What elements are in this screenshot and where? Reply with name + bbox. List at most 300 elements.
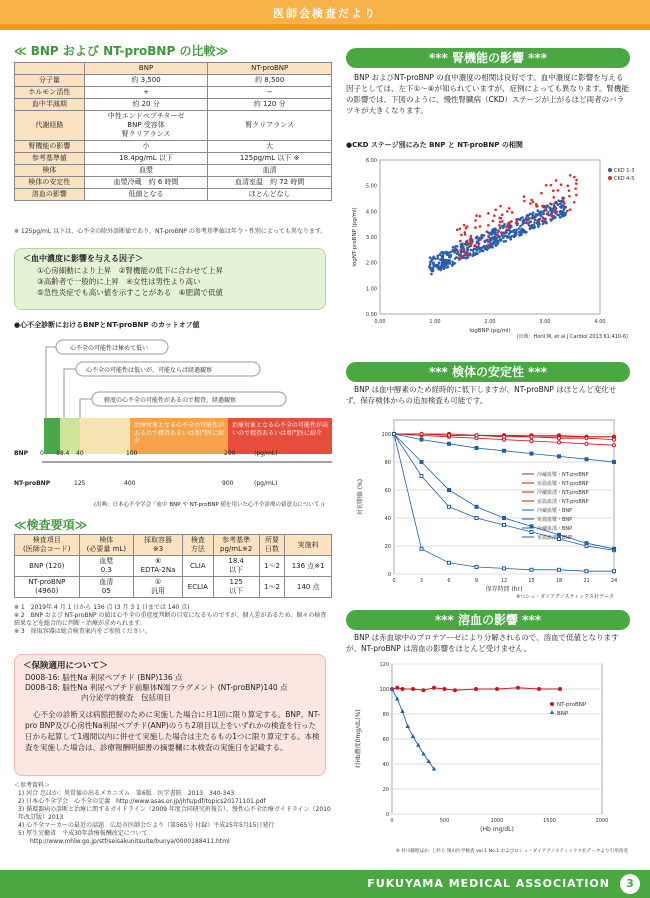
scatter-point [508, 235, 511, 238]
stab-legend: 室温血清・NT-proBNP [537, 499, 589, 505]
scatter-point [549, 218, 552, 221]
scatter-point [533, 221, 536, 224]
exam-header: 採取容器 ※3 [134, 535, 183, 556]
table-cell: 小 [84, 141, 208, 153]
scatter-point [561, 196, 564, 199]
table-cell: 18.4 以下 [213, 556, 259, 577]
scatter-point [529, 228, 532, 231]
scatter-point [526, 214, 529, 217]
stab-point [585, 542, 588, 545]
nt-tick: 900 [222, 480, 234, 487]
table-cell: 血清室温 約 72 時間 [208, 177, 332, 189]
stab-point [503, 517, 506, 520]
scatter-point [503, 223, 506, 226]
scatter-point [530, 217, 533, 220]
stab-point [420, 461, 423, 464]
scatter-point [460, 234, 463, 237]
scatter-point [502, 236, 505, 239]
hemo-source: ※ 村川範昭ほか. 上杉ら 岡山医学検査 vol.1 No.1 およびロシュ・ダイアグノスティックス社データより引用改変 [395, 849, 628, 854]
table-row [15, 87, 332, 99]
hemo-point [558, 687, 562, 691]
stab-x-tick: 24 [610, 578, 618, 584]
factors-box [14, 248, 326, 310]
scatter-point [429, 261, 432, 264]
cutoff-unit: (pg/mL) [254, 450, 278, 457]
scatter-point [441, 255, 444, 258]
table-cell: 代謝経路 [15, 111, 85, 141]
scatter-point [465, 227, 468, 230]
scatter-point [501, 220, 504, 223]
exam-header: 検査 方法 [182, 535, 213, 556]
stab-point [613, 570, 616, 573]
stab-y-tick: 80 [384, 460, 391, 466]
scatter-point [464, 253, 467, 256]
stab-x-tick: 6 [447, 578, 451, 584]
stab-point [558, 568, 561, 571]
exam-header: 検体 (必要量 mL) [79, 535, 134, 556]
scatter-point [437, 257, 440, 260]
hemo-y-tick: 60 [382, 737, 389, 743]
table-cell: + [84, 87, 208, 99]
stab-point [612, 444, 615, 447]
scatter-point [562, 200, 565, 203]
scatter-point [463, 248, 466, 251]
header-title: 医師会検査だより [273, 7, 377, 20]
bnp-tick: 18.4 [56, 450, 70, 457]
hemolysis-chart [346, 656, 630, 856]
insurance-paragraph: 心不全の診断又は病態把握のために実施した場合に月1回に限り算定する。BNP、NT-pro BNP及び心房性Na利尿ペプチド(ANP)のうち2項目以上をいずれかの検査を行った日から起算して1週間以内に併せて実施した場合は主たるもの1つに限り算定する。本検査を実施した場合は、診療報酬明細書の摘要欄に本検査の実施日を記載する。 [25, 710, 321, 752]
table-cell: 1～2 [259, 556, 285, 577]
scatter-point [467, 253, 470, 256]
table-cell: 136 点※1 [285, 556, 332, 577]
scatter-point [459, 240, 462, 243]
scatter-y-tick: 5.00 [365, 183, 377, 190]
scatter-point [561, 211, 564, 214]
scatter-point [553, 202, 556, 205]
scatter-point [542, 222, 545, 225]
hemo-y-label: 対Hb濃度0mg/dL(%) [355, 709, 362, 769]
cutoff-source: (出典：日本心不全学会「血中 BNP や NT-proBNP 値を用いた心不全診療の留意点について」) [94, 502, 325, 508]
table-cell: 血清 [208, 165, 332, 177]
scatter-point [453, 262, 456, 265]
scatter-x-label: logBNP (pg/ml) [469, 328, 511, 334]
scatter-point [451, 249, 454, 252]
stab-x-tick: 18 [555, 578, 563, 584]
table-cell: ① 汎用 [134, 577, 183, 598]
factors-title: ＜血中濃度に影響を与える因子＞ [23, 254, 143, 263]
scatter-point [496, 234, 499, 237]
scatter-point [474, 226, 477, 229]
scatter-point [560, 183, 563, 186]
table-cell: 検体の安定性 [15, 177, 85, 189]
scatter-point [555, 179, 558, 182]
scatter-point [513, 229, 516, 232]
scatter-point [456, 228, 459, 231]
scatter-y-tick: 4.00 [365, 209, 377, 216]
nt-axis-label: NT-proBNP [14, 480, 51, 487]
scatter-point [546, 212, 549, 215]
insurance-line-3: 内分泌学的検査 包括項目 [81, 693, 171, 702]
scatter-point [530, 225, 533, 228]
scatter-point [477, 245, 480, 248]
stab-point [558, 455, 561, 458]
scatter-point [559, 203, 562, 206]
scatter-point [559, 200, 562, 203]
kidney-text: BNP およびNT-proBNP の血中濃度の相関は良好です。血中濃度に影響を与える因子としては、左下①～⑥が知られていますが、症例によっても異なります。腎機能の影響では、下図のように、慢性腎臓病（CKD）ステージが上がるほど両者のバラツキが大きくなります。 [346, 73, 629, 115]
scatter-point [545, 184, 548, 187]
table-cell: ⑧ EDTA-2Na [134, 556, 183, 577]
scatter-point [522, 220, 525, 223]
table-cell: 分子量 [15, 75, 85, 87]
hemo-y-tick: 80 [382, 712, 389, 718]
scatter-x-tick: 3.00 [539, 319, 551, 325]
cutoff-label-4: 治療対象となる心不全の可能性があるので精査あるいは専門医に紹介 [134, 422, 225, 445]
stab-point [530, 452, 533, 455]
scatter-point [515, 222, 518, 225]
scatter-point [478, 215, 481, 218]
scatter-point [462, 245, 465, 248]
scatter-point [469, 252, 472, 255]
scatter-point [557, 189, 560, 192]
scatter-point [506, 210, 509, 213]
scatter-x-tick: 2.00 [484, 319, 496, 325]
scatter-point [479, 238, 482, 241]
stab-point [503, 449, 506, 452]
scatter-point [536, 219, 539, 222]
scatter-point [475, 214, 478, 217]
scatter-legend: CKD 1-3 [614, 168, 635, 174]
scatter-point [486, 248, 489, 251]
insurance-box [14, 654, 326, 776]
stab-x-tick: 21 [583, 578, 590, 584]
scatter-point [494, 208, 497, 211]
scatter-point [431, 258, 434, 261]
scatter-point [487, 241, 490, 244]
table-cell: NT-proBNP (4960) [15, 577, 80, 598]
table-cell: 血漿 [84, 165, 208, 177]
scatter-point [463, 224, 466, 227]
scatter-point [554, 208, 557, 211]
scatter-point [569, 174, 572, 177]
table-cell: 約 8,500 [208, 75, 332, 87]
scatter-point [474, 219, 477, 222]
scatter-point [521, 223, 524, 226]
scatter-point [495, 243, 498, 246]
scatter-point [520, 230, 523, 233]
scatter-point [521, 216, 524, 219]
exam-header: 参考基準 pg/mL※2 [213, 535, 259, 556]
nt-tick: 125 [74, 480, 86, 487]
table-row [15, 556, 332, 577]
scatter-point [502, 240, 505, 243]
bnp-tick: 40 [76, 450, 84, 457]
scatter-point [569, 208, 572, 211]
stab-point [503, 567, 506, 570]
scatter-point [461, 243, 464, 246]
scatter-point [526, 222, 529, 225]
stab-point [585, 570, 588, 573]
scatter-legend: CKD 4-5 [614, 176, 635, 182]
scatter-point [498, 224, 501, 227]
scatter-point [469, 240, 472, 243]
stab-point [503, 524, 506, 527]
ref-line: 5) 厚生労働省 平成30年診療報酬改定について [18, 830, 148, 837]
scatter-point [487, 235, 490, 238]
exam-header: 実施料 [285, 535, 332, 556]
table-cell: 140 点 [285, 577, 332, 598]
ref-line: 3) 循環器病の診断と治療に関するガイドライン（2009 年度合同研究班報告）、慢性心不全治療ガイドライン（2010 年改訂版）2013 [18, 806, 331, 821]
table-cell: 125pg/mL 以下 ※ [208, 153, 332, 165]
scatter-point [553, 211, 556, 214]
scatter-point [497, 241, 500, 244]
scatter-point [459, 227, 462, 230]
table-cell: 約 3,500 [84, 75, 208, 87]
scatter-point [442, 251, 445, 254]
scatter-point [559, 210, 562, 213]
scatter-point [528, 224, 531, 227]
stab-point [420, 547, 423, 550]
hemo-point [432, 686, 436, 690]
scatter-point [472, 252, 475, 255]
scatter-point [499, 221, 502, 224]
scatter-point [505, 228, 508, 231]
scatter-point [553, 205, 556, 208]
scatter-point [537, 209, 540, 212]
cmp-header [15, 63, 85, 75]
table-cell: 参考基準値 [15, 153, 85, 165]
stab-legend: 冷蔵血清・NT-proBNP [537, 490, 589, 496]
scatter-point [487, 244, 490, 247]
scatter-point [574, 187, 577, 190]
scatter-point [445, 266, 448, 269]
scatter-point [436, 255, 439, 258]
scatter-point [545, 222, 548, 225]
scatter-point [447, 252, 450, 255]
scatter-point [508, 207, 511, 210]
stab-legend: 室温血漿・BNP [537, 517, 573, 523]
scatter-point [491, 246, 494, 249]
stab-point [585, 437, 588, 440]
bnp-tick: 100 [126, 450, 138, 457]
hemo-point [411, 687, 415, 691]
scatter-point [494, 238, 497, 241]
kidney-title: *** 腎機能の影響 *** [346, 48, 630, 68]
scatter-point [471, 254, 474, 257]
stab-point [557, 441, 560, 444]
scatter-x-tick: 4.00 [594, 319, 606, 325]
scatter-point [540, 192, 543, 195]
table-row [15, 577, 332, 598]
stab-point [420, 438, 423, 441]
scatter-y-tick: 1.00 [365, 286, 377, 293]
table-cell: 中性エンドペプチターゼ BNP 受容体 腎クリアランス [84, 111, 208, 141]
hemo-point [537, 687, 541, 691]
scatter-point [483, 234, 486, 237]
scatter-source: (出典：Horii M, et al J Cardiol 2013 61:410-6) [516, 334, 628, 340]
stability-text: BNP は血中酵素のため経時的に低下しますが、NT-proBNP はほとんど変化せず、保存検体からの追加検査も可能です。 [346, 385, 617, 405]
scatter-point [552, 189, 555, 192]
table-row [15, 153, 332, 165]
scatter-point [550, 184, 553, 187]
stab-y-tick: 60 [384, 488, 391, 494]
scatter-point [430, 273, 433, 276]
scatter-point [509, 224, 512, 227]
scatter-point [542, 205, 545, 208]
scatter-point [491, 242, 494, 245]
scatter-x-tick: 0.00 [374, 319, 386, 325]
scatter-point [510, 220, 513, 223]
kidney-chart-title: ●CKD ステージ別にみた BNP と NT-proBNP の相関 [346, 141, 523, 149]
scatter-point [536, 205, 539, 208]
scatter-point [573, 176, 576, 179]
scatter-point [457, 257, 460, 260]
scatter-point [558, 214, 561, 217]
scatter-point [542, 217, 545, 220]
hemo-x-tick: 0 [390, 818, 394, 824]
stab-point [530, 525, 533, 528]
scatter-point [476, 237, 479, 240]
scatter-point [540, 215, 543, 218]
scatter-point [491, 229, 494, 232]
scatter-point [499, 227, 502, 230]
scatter-point [575, 194, 578, 197]
stab-point [613, 547, 616, 550]
stab-point [448, 442, 451, 445]
scatter-chart [346, 152, 635, 342]
scatter-point [478, 250, 481, 253]
bnp-tick: 0 [40, 450, 44, 457]
scatter-point [470, 235, 473, 238]
hemo-y-tick: 120 [379, 662, 389, 668]
hemo-y-tick: 0 [385, 812, 389, 818]
table-cell: 血漿冷蔵 約 6 時間 [84, 177, 208, 189]
hemo-point [422, 688, 426, 692]
hemo-x-tick: 1500 [543, 818, 556, 824]
scatter-point [524, 231, 527, 234]
scatter-point [542, 213, 545, 216]
scatter-point [523, 195, 526, 198]
scatter-point [518, 230, 521, 233]
scatter-point [575, 179, 578, 182]
comparison-table [14, 62, 332, 201]
stab-y-tick: 40 [384, 516, 391, 522]
cutoff-label-2: 心不全の可能性は低いが、可能ならば経過観察 [86, 367, 213, 374]
stab-point [447, 434, 450, 437]
insurance-line-2: D008-18: 脳性Na 利尿ペプチド前駆体N端フラグメント (NT-proBNP)140 点 [25, 683, 288, 692]
scatter-point [532, 201, 535, 204]
cmp-header: BNP [84, 63, 208, 75]
table-cell: 血漿 0.3 [79, 556, 134, 577]
hemo-y-tick: 100 [379, 687, 389, 693]
scatter-point [519, 225, 522, 228]
scatter-point [429, 256, 432, 259]
cutoff-title: ●心不全診断におけるBNPとNT-proBNP のカットオフ値 [14, 321, 200, 329]
hemo-x-label: (Hb mg/dL) [480, 826, 514, 833]
hemolysis-text: BNP は赤血球中のプロテアーゼにより分解されるので、溶血で低値となりますが、NT-proBNP は溶血の影響をほとんど受けません。 [346, 633, 619, 653]
stab-point [530, 435, 533, 438]
scatter-point [463, 256, 466, 259]
hemo-x-tick: 1000 [490, 818, 504, 824]
hemo-x-tick: 2000 [595, 818, 609, 824]
scatter-y-tick: 3.00 [365, 235, 377, 241]
exam-title: ≪検査要項≫ [14, 518, 88, 532]
scatter-point [537, 225, 540, 228]
stab-point [475, 517, 478, 520]
table-cell: 検体 [15, 165, 85, 177]
scatter-point [443, 264, 446, 267]
hemolysis-title: *** 溶血の影響 *** [346, 610, 630, 630]
table-row [15, 165, 332, 177]
scatter-point [500, 217, 503, 220]
cutoff-label-3: 軽度の心不全の可能性があるので精査、経過観察 [104, 397, 237, 404]
scatter-point [431, 267, 434, 270]
hemo-point [495, 687, 499, 691]
scatter-point [529, 202, 532, 205]
scatter-point [466, 242, 469, 245]
scatter-point [566, 184, 569, 187]
scatter-point [544, 208, 547, 211]
table-cell: 血中半減期 [15, 99, 85, 111]
scatter-point [518, 227, 521, 230]
table-cell: 18.4pg/mL 以下 [84, 153, 208, 165]
stab-legend: 冷蔵血清・BNP [537, 526, 573, 532]
scatter-point [573, 201, 576, 204]
table-row [15, 141, 332, 153]
stab-x-tick: 3 [419, 578, 424, 584]
bnp-tick: 200 [224, 450, 236, 457]
stab-point [612, 438, 615, 441]
scatter-point [508, 227, 511, 230]
scatter-point [535, 213, 538, 216]
comparison-title: ≪ BNP および NT-proBNP の比較≫ [14, 44, 229, 58]
stab-x-tick: 15 [528, 578, 535, 584]
exam-table [14, 534, 332, 598]
scatter-point [483, 245, 486, 248]
hemo-point [401, 687, 405, 691]
table-cell: ECLIA [182, 577, 213, 598]
table-cell: ホルモン活性 [15, 87, 85, 99]
hemo-legend: NT-proBNP [557, 702, 587, 708]
scatter-point [534, 215, 537, 218]
stab-point [475, 447, 478, 450]
table-row [15, 189, 332, 201]
scatter-point [499, 238, 502, 241]
stab-y-tick: 20 [384, 544, 391, 550]
hemo-point [443, 687, 447, 691]
scatter-point [539, 211, 542, 214]
scatter-point [456, 245, 459, 248]
stab-x-tick: 9 [474, 578, 479, 584]
scatter-point [523, 200, 526, 203]
stability-title: *** 検体の安定性 *** [346, 362, 630, 382]
table-cell: CLIA [182, 556, 213, 577]
scatter-point [511, 211, 514, 214]
comparison-note: ※ 125pg/mL 以下は、心不全の除外診断値であり、NT-proBNP の参考基準値は年令・性別によっても異なります。 [14, 228, 327, 235]
table-cell: BNP (120) [15, 556, 80, 577]
scatter-x-tick: 1.00 [429, 319, 441, 325]
scatter-point [566, 210, 569, 213]
scatter-point [564, 206, 567, 209]
hemo-legend: BNP [557, 711, 569, 717]
nt-tick: 400 [124, 480, 136, 487]
table-cell: ほとんどなし [208, 189, 332, 201]
stab-point [420, 475, 423, 478]
hemo-x-tick: 500 [439, 818, 450, 824]
scatter-point [506, 225, 509, 228]
scatter-point [575, 182, 578, 185]
scatter-point [452, 246, 455, 249]
stab-point [448, 505, 451, 508]
